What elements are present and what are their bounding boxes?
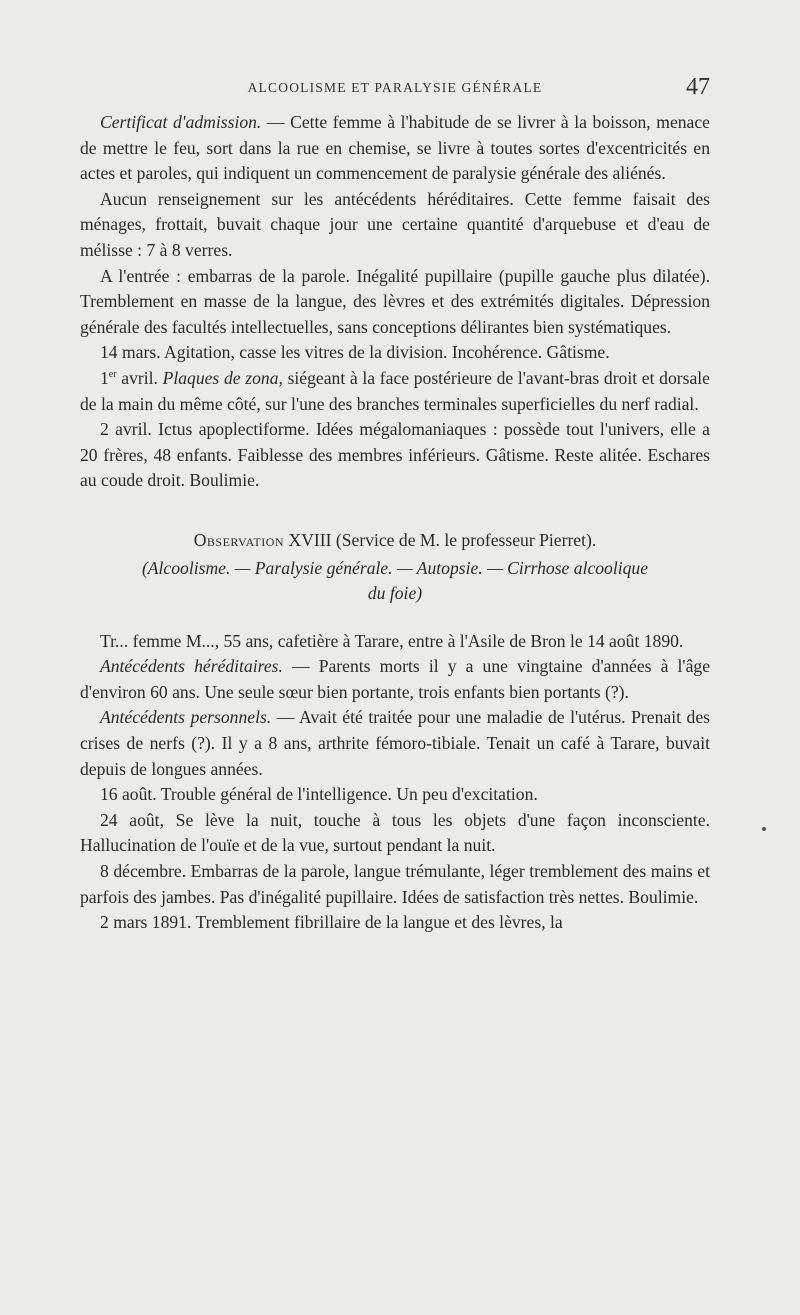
date-1er-avril-day: 1	[100, 367, 109, 388]
paragraph-antecedents: Aucun renseignement sur les antécédents héréditaires. Cette femme faisait des ménages, frottait, buvait chaque jour une certaine quantité d'arquebuse et d'eau de mélisse : 7 à 8 verres.	[80, 188, 710, 260]
paragraph-8-decembre: 8 décembre. Embarras de la parole, langue trémulante, léger tremblement des mains et parfois des jambes. Pas d'inégalité pupillaire. Idées de satisfaction très nettes. Boulimie.	[80, 861, 710, 907]
subtitle-line-1: (Alcoolisme. — Paralysie générale. — Autopsie. — Cirrhose alcoolique	[141, 557, 649, 578]
observation-title	[80, 528, 710, 554]
certificat-text: — Cette femme à l'habitude de se livrer à la boisson, menace de mettre le feu, sort dans la rue en chemise, se livre à toutes sortes d'excentricités en actes et paroles, qui indiquent un commencement de paralysie générale des aliénés.	[80, 112, 710, 184]
running-head	[80, 74, 710, 104]
plaques-label: Plaques de zona,	[162, 367, 283, 388]
paragraph-2-mars-1891: 2 mars 1891. Tremblement fibrillaire de la langue et des lèvres, la	[100, 912, 563, 933]
stray-ink-dot	[762, 827, 766, 831]
date-1er-avril-month: avril.	[116, 367, 163, 388]
observation-label: Observation	[193, 529, 285, 550]
observation-subtitle	[80, 556, 710, 607]
paragraph-certificat	[80, 110, 710, 187]
paragraph-1er-avril	[80, 366, 710, 417]
paragraph-2-avril: 2 avril. Ictus apoplectiforme. Idées mégalomaniaques : possède tout l'univers, elle a 20 frères, 48 enfants. Faiblesse des membres inférieurs. Gâtisme. Reste alitée. Eschares au coude droit. Boulimie.	[80, 419, 710, 491]
page-number: 47	[686, 74, 710, 100]
date-1er-avril-sup: er	[108, 369, 117, 381]
hereditaires-text: — Parents morts il y a une vingtaine d'années à l'âge d'environ 60 ans. Une seule sœur bien portante, trois enfants bien portants (?).	[80, 656, 710, 702]
paragraph-14-mars: 14 mars. Agitation, casse les vitres de la division. Incohérence. Gâtisme.	[100, 342, 610, 363]
personnels-label: Antécédents personnels.	[100, 707, 272, 728]
plaques-text: siégeant à la face postérieure de l'avant-bras droit et dorsale de la main du même côté, sur l'une des branches terminales superficielles du nerf radial.	[80, 367, 710, 414]
personnels-text: — Avait été traitée pour une maladie de l'utérus. Prenait des crises de nerfs (?). Il y a 8 ans, arthrite fémoro-tibiale. Tenait un café à Tarare, buvait depuis de longues années.	[80, 707, 710, 779]
paragraph-24-aout: 24 août, Se lève la nuit, touche à tous les objets d'une façon inconsciente. Hallucination de l'ouïe et de la vue, surtout pendant la nuit.	[80, 809, 710, 856]
paragraph-patient-intro: Tr... femme M..., 55 ans, cafetière à Tarare, entre à l'Asile de Bron le 14 août 1890.	[100, 630, 684, 651]
hereditaires-label: Antécédents héréditaires.	[100, 656, 283, 677]
paragraph-personnels	[80, 705, 710, 782]
paragraph-16-aout: 16 août. Trouble général de l'intelligence. Un peu d'excitation.	[100, 784, 538, 805]
paragraph-entree: A l'entrée : embarras de la parole. Inégalité pupillaire (pupille gauche plus dilatée). Tremblement en masse de la langue, des lèvres et des extrémités digitales. Dépression générale des facultés intellectuelles, sans conceptions délirantes bien systématiques.	[80, 265, 710, 337]
paragraph-hereditaires	[80, 654, 710, 705]
certificat-label: Certificat d'admission.	[100, 112, 262, 132]
running-title: ALCOOLISME ET PARALYSIE GÉNÉRALE	[247, 80, 543, 95]
page-body	[80, 110, 710, 936]
observation-rest: XVIII (Service de M. le professeur Pierret).	[284, 529, 597, 550]
subtitle-line-2: du foie)	[367, 583, 423, 604]
